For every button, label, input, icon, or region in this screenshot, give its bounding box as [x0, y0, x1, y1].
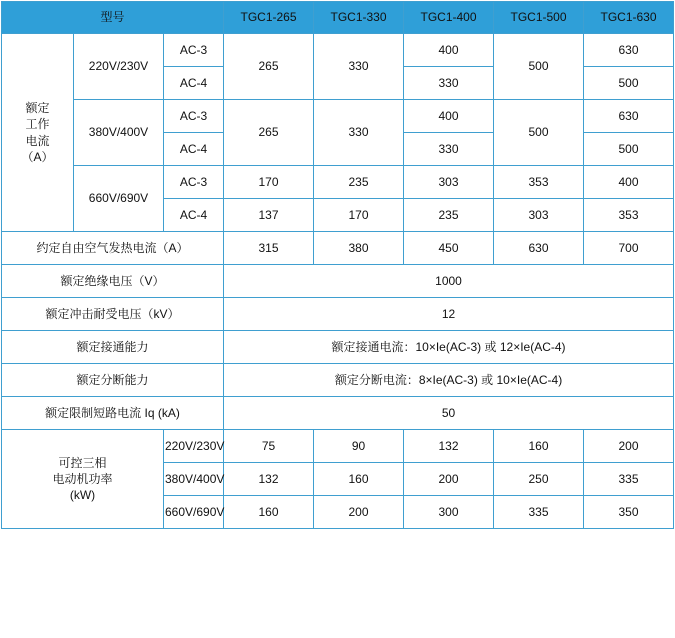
table-row [2, 397, 674, 430]
duty-label-ac3-220: AC-3 [164, 34, 224, 67]
table-row [2, 166, 674, 199]
thermal-current-0: 315 [224, 232, 314, 265]
duty-label-ac3-380: AC-3 [164, 100, 224, 133]
motor-660-3: 335 [494, 496, 584, 529]
motor-380-3: 250 [494, 463, 584, 496]
cell-660-ac3-4: 400 [584, 166, 674, 199]
cell-380-ac4-630: 500 [584, 133, 674, 166]
motor-voltage-380: 380V/400V [164, 463, 224, 496]
cell-660-ac3-0: 170 [224, 166, 314, 199]
breaking-capacity-value: 额定分断电流：8×Ie(AC-3) 或 10×Ie(AC-4) [224, 364, 674, 397]
making-capacity-value: 额定接通电流：10×Ie(AC-3) 或 12×Ie(AC-4) [224, 331, 674, 364]
motor-220-4: 200 [584, 430, 674, 463]
motor-220-2: 132 [404, 430, 494, 463]
motor-380-2: 200 [404, 463, 494, 496]
row-label-short-circuit-current: 额定限制短路电流 Iq (kA) [2, 397, 224, 430]
cell-660-ac4-1: 170 [314, 199, 404, 232]
table-row [2, 232, 674, 265]
header-model-1: TGC1-330 [314, 2, 404, 34]
header-model-2: TGC1-400 [404, 2, 494, 34]
cell-380-ac3-630: 630 [584, 100, 674, 133]
rated-current-label-line-1: 工作 [25, 117, 50, 132]
cell-380-330: 330 [314, 100, 404, 166]
voltage-label-220: 220V/230V [74, 34, 164, 100]
motor-660-1: 200 [314, 496, 404, 529]
cell-380-ac4-400: 330 [404, 133, 494, 166]
motor-660-2: 300 [404, 496, 494, 529]
thermal-current-3: 630 [494, 232, 584, 265]
short-circuit-current-value: 50 [224, 397, 674, 430]
table-row [2, 430, 674, 463]
motor-power-label [2, 430, 164, 529]
duty-label-ac3-660: AC-3 [164, 166, 224, 199]
table-row [2, 298, 674, 331]
cell-380-ac3-400: 400 [404, 100, 494, 133]
motor-voltage-220: 220V/230V [164, 430, 224, 463]
header-model-4: TGC1-630 [584, 2, 674, 34]
thermal-current-4: 700 [584, 232, 674, 265]
rated-current-label-line-0: 额定 [25, 101, 50, 116]
voltage-label-380: 380V/400V [74, 100, 164, 166]
motor-660-0: 160 [224, 496, 314, 529]
row-label-impulse-voltage: 额定冲击耐受电压（kV） [2, 298, 224, 331]
duty-label-ac4-220: AC-4 [164, 67, 224, 100]
row-label-making-capacity: 额定接通能力 [2, 331, 224, 364]
header-model-label: 型号 [2, 2, 224, 34]
impulse-voltage-value: 12 [224, 298, 674, 331]
cell-660-ac3-2: 303 [404, 166, 494, 199]
row-label-breaking-capacity: 额定分断能力 [2, 364, 224, 397]
cell-220-ac4-630: 500 [584, 67, 674, 100]
header-row [2, 2, 674, 34]
table-row [2, 331, 674, 364]
table-row [2, 34, 674, 67]
duty-label-ac4-660: AC-4 [164, 199, 224, 232]
cell-380-265: 265 [224, 100, 314, 166]
rated-current-label-line-2: 电流 [25, 133, 50, 148]
rated-current-label [2, 34, 74, 232]
row-label-insulation-voltage: 额定绝缘电压（V） [2, 265, 224, 298]
cell-660-ac3-3: 353 [494, 166, 584, 199]
spec-sheet [0, 1, 675, 638]
cell-660-ac4-0: 137 [224, 199, 314, 232]
cell-220-ac3-630: 630 [584, 34, 674, 67]
thermal-current-2: 450 [404, 232, 494, 265]
cell-220-500: 500 [494, 34, 584, 100]
thermal-current-1: 380 [314, 232, 404, 265]
row-label-thermal-current: 约定自由空气发热电流（A） [2, 232, 224, 265]
table-row [2, 100, 674, 133]
motor-380-1: 160 [314, 463, 404, 496]
table-row [2, 265, 674, 298]
cell-380-500: 500 [494, 100, 584, 166]
motor-220-1: 90 [314, 430, 404, 463]
cell-220-330: 330 [314, 34, 404, 100]
motor-power-label-line-1: 电动机功率 [52, 471, 113, 486]
rated-current-label-line-3: （A） [21, 149, 54, 164]
voltage-label-660: 660V/690V [74, 166, 164, 232]
cell-220-ac4-400: 330 [404, 67, 494, 100]
duty-label-ac4-380: AC-4 [164, 133, 224, 166]
motor-power-label-line-2: (kW) [69, 488, 96, 503]
header-model-3: TGC1-500 [494, 2, 584, 34]
motor-220-0: 75 [224, 430, 314, 463]
cell-220-265: 265 [224, 34, 314, 100]
table-header [2, 2, 674, 34]
motor-380-4: 335 [584, 463, 674, 496]
header-model-0: TGC1-265 [224, 2, 314, 34]
cell-660-ac4-2: 235 [404, 199, 494, 232]
table-row [2, 364, 674, 397]
cell-660-ac4-4: 353 [584, 199, 674, 232]
insulation-voltage-value: 1000 [224, 265, 674, 298]
motor-220-3: 160 [494, 430, 584, 463]
cell-660-ac3-1: 235 [314, 166, 404, 199]
cell-220-ac3-400: 400 [404, 34, 494, 67]
table-body [2, 34, 674, 529]
cell-660-ac4-3: 303 [494, 199, 584, 232]
motor-660-4: 350 [584, 496, 674, 529]
motor-power-label-line-0: 可控三相 [58, 455, 107, 470]
motor-380-0: 132 [224, 463, 314, 496]
motor-voltage-660: 660V/690V [164, 496, 224, 529]
specification-table [1, 1, 674, 529]
